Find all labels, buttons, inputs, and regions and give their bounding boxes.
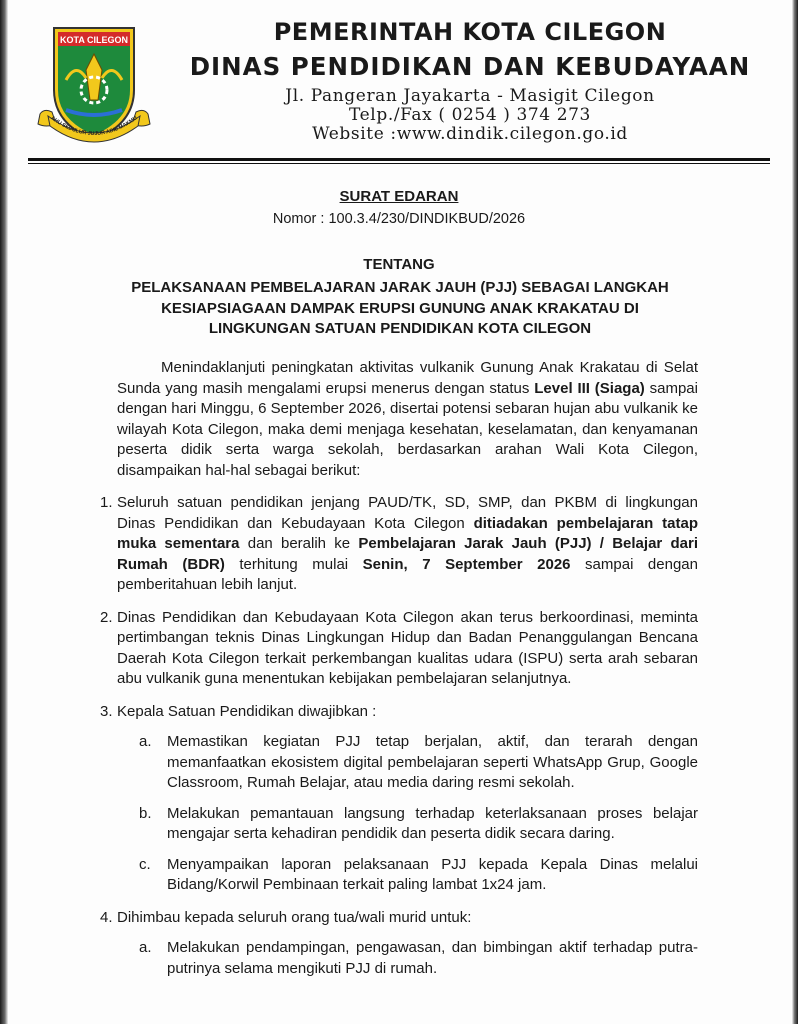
list-item-2: 2. Dinas Pendidikan dan Kebudayaan Kota Cilegon akan terus berkoordinasi, meminta pertimbangan teknis Dinas Lingkungan Hidup dan Badan Penanggulangan Bencana Daerah Kota Cilegon terkait perkembangan kualitas udara (ISPU) serta arah sebaran abu vulkanik guna menentukan kebijakan pembelajaran selanjutnya. — [100, 608, 698, 687]
address: Jl. Pangeran Jayakarta - Masigit Cilegon — [285, 86, 655, 106]
letter-body — [100, 358, 698, 979]
sub-item-3c: c. Menyampaikan laporan pelaksanaan PJJ kepada Kepala Dinas melalui Bidang/Korwil Pembinaan terkait paling lambat 1x24 jam. — [139, 855, 698, 893]
item-number: 3. — [100, 702, 113, 720]
list-item-3: 3. Kepala Satuan Pendidikan diwajibkan : — [117, 702, 698, 723]
list-item-1: 1. Seluruh satuan pendidikan jenjang PAUD/TK, SD, SMP, dan PKBM di lingkungan Dinas Pendidikan dan Kebudayaan Kota Cilegon ditiadakan pembelajaran tatap muka sementara dan beralih ke Pembelajaran Jarak Jauh (PJJ) / Belajar dari Rumah (BDR) terhitung mulai Senin, 7 September 2026 sampai dengan pemberitahuan lebih lanjut. — [100, 494, 698, 593]
sub-item-3b: b. Melakukan pemantauan langsung terhadap keterlaksanaan proses belajar mengajar serta kehadiran pendidik dan peserta didik secara daring. — [139, 804, 698, 842]
sub-item-letter: c. — [139, 855, 151, 873]
list-item-4: 4. Dihimbau kepada seluruh orang tua/wali murid untuk: — [117, 908, 698, 929]
letter-about: TENTANG — [363, 256, 435, 273]
left-shadow-edge — [0, 0, 8, 1024]
letterhead-rule-thick — [28, 158, 770, 161]
intro-paragraph: Menindaklanjuti peningkatan aktivitas vulkanik Gunung Anak Krakatau di Selat Sunda yang masih mengalami erupsi menerus dengan status Level III (Siaga) sampai dengan hari Minggu, 6 September 2026, disertai potensi sebaran hujan abu vulkanik ke wilayah Kota Cilegon, maka demi menjaga kesehatan, keselamatan, dan kenyamanan peserta didik serta warga sekolah, berdasarkan arahan Wali Kota Cilegon, disampaikan hal-hal sebagai berikut: — [117, 359, 698, 479]
logo-label: KOTA CILEGON — [60, 35, 128, 45]
item-number: 2. — [100, 608, 113, 626]
website: Website :www.dindik.cilegon.go.id — [312, 124, 628, 144]
sub-item-letter: b. — [139, 804, 152, 822]
right-shadow-edge — [792, 0, 798, 1024]
letter-number: Nomor : 100.3.4/230/DINDIKBUD/2026 — [272, 211, 526, 227]
sub-item-letter: a. — [139, 939, 152, 956]
item-number: 4. — [100, 908, 113, 926]
letter-subject — [100, 278, 700, 340]
kota-cilegon-logo-icon — [36, 20, 152, 148]
subject-line: LINGKUNGAN SATUAN PENDIDIKAN KOTA CILEGON — [208, 320, 592, 337]
item-number: 1. — [100, 494, 113, 511]
government-name: PEMERINTAH KOTA CILEGON — [273, 18, 667, 46]
department-name: DINAS PENDIDIKAN DAN KEBUDAYAAN — [189, 52, 751, 81]
phone: Telp./Fax ( 0254 ) 374 273 — [349, 105, 591, 125]
sub-item-letter: a. — [139, 733, 152, 750]
letter-title: SURAT EDARAN — [339, 188, 459, 205]
letterhead — [170, 14, 770, 144]
logo-motto: AHU SEDULUR JUJUR ADIL MAKMU — [49, 115, 139, 138]
sub-item-4a: a. Melakukan pendampingan, pengawasan, dan bimbingan aktif terhadap putra-putrinya selama mengikuti PJJ di rumah. — [139, 939, 698, 977]
subject-line: KESIAPSIAGAAN DAMPAK ERUPSI GUNUNG ANAK KRAKATAU DI — [161, 299, 639, 317]
sub-item-3a: a. Memastikan kegiatan PJJ tetap berjalan, aktif, dan terarah dengan memanfaatkan ekosistem digital pembelajaran seperti WhatsApp Grup, Google Classroom, Rumah Belajar, atau media daring resmi sekolah. — [139, 733, 698, 791]
letterhead-rule-thin — [28, 163, 770, 164]
subject-line: PELAKSANAAN PEMBELAJARAN JARAK JAUH (PJJ) SEBAGAI LANGKAH — [131, 279, 669, 296]
